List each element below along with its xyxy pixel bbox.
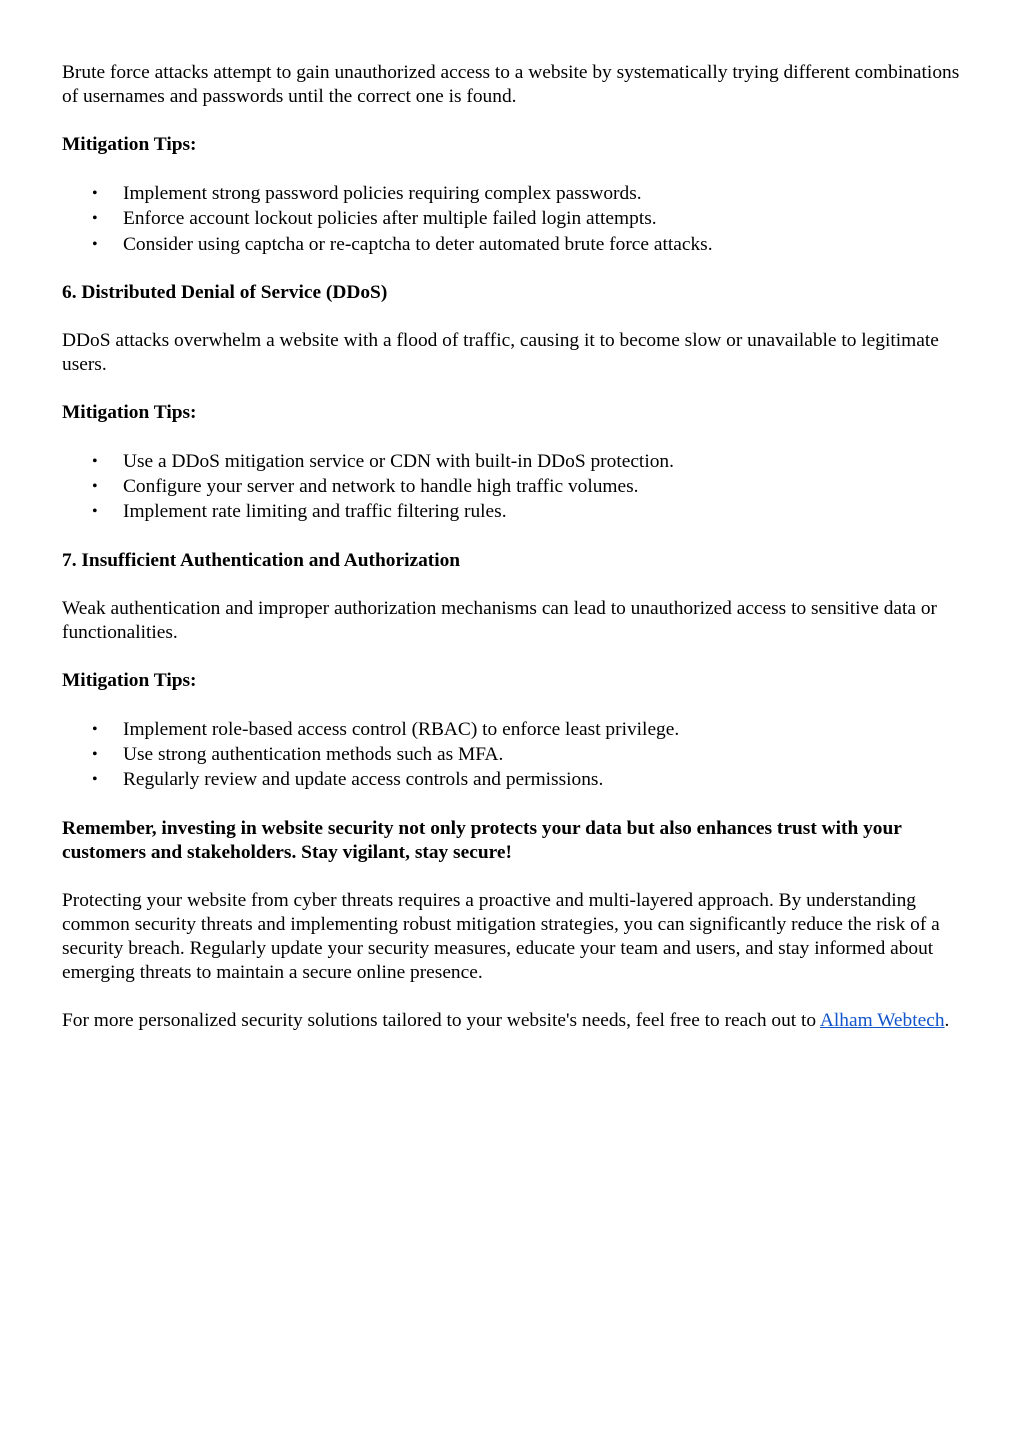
- document-page: [62, 61, 967, 1057]
- list-item-text: Regularly review and update access controls and permissions.: [123, 769, 604, 791]
- list-item-text: Consider using captcha or re-captcha to deter automated brute force attacks.: [123, 233, 713, 255]
- list-item-text: Implement role-based access control (RBAC) to enforce least privilege.: [123, 718, 680, 740]
- bullet-icon: •: [92, 503, 98, 521]
- brute-force-intro: Brute force attacks attempt to gain unauthorized access to a website by systematically trying different combinations of usernames and passwords until the correct one is found.: [62, 62, 960, 107]
- list-item-text: Implement rate limiting and traffic filtering rules.: [123, 501, 507, 523]
- auth-mitigation-heading: Mitigation Tips:: [62, 669, 197, 691]
- bullet-icon: •: [92, 452, 98, 470]
- ddos-mitigation-heading: Mitigation Tips:: [62, 401, 197, 423]
- ddos-tips-list: [62, 449, 967, 525]
- bullet-icon: •: [92, 771, 98, 789]
- bullet-icon: •: [92, 720, 98, 738]
- contact-paragraph: [62, 1009, 967, 1033]
- auth-heading: 7. Insufficient Authentication and Authorization: [62, 549, 461, 571]
- list-item: [62, 717, 967, 742]
- list-item: [62, 474, 967, 499]
- list-item: [62, 206, 967, 231]
- list-item-text: Enforce account lockout policies after multiple failed login attempts.: [123, 208, 657, 230]
- bullet-icon: •: [92, 210, 98, 228]
- list-item: [62, 499, 967, 524]
- summary-paragraph: Protecting your website from cyber threats requires a proactive and multi-layered approach. By understanding common security threats and implementing robust mitigation strategies, you can significantly reduce the risk of a security breach. Regularly update your security measures, educate your team and users, and stay informed about emerging threats to maintain a secure online presence.: [62, 889, 940, 983]
- list-item: [62, 742, 967, 767]
- bullet-icon: •: [92, 478, 98, 496]
- contact-end: .: [944, 1009, 950, 1031]
- list-item-text: Use a DDoS mitigation service or CDN with built-in DDoS protection.: [123, 450, 674, 472]
- auth-tips-list: [62, 717, 967, 793]
- brute-force-mitigation-heading: Mitigation Tips:: [62, 134, 197, 155]
- bullet-icon: •: [92, 185, 98, 202]
- bullet-icon: •: [92, 235, 98, 253]
- alham-webtech-link[interactable]: Alham Webtech: [819, 1009, 945, 1031]
- list-item: [62, 232, 967, 257]
- auth-intro: Weak authentication and improper authorization mechanisms can lead to unauthorized access to sensitive data or functionalities.: [62, 597, 938, 643]
- list-item-text: Configure your server and network to handle high traffic volumes.: [123, 476, 639, 498]
- list-item-text: Implement strong password policies requiring complex passwords.: [123, 183, 642, 204]
- ddos-heading: 6. Distributed Denial of Service (DDoS): [62, 281, 388, 303]
- list-item-text: Use strong authentication methods such as MFA.: [123, 744, 504, 766]
- brute-force-tips-list: [62, 181, 967, 257]
- list-item: [62, 181, 967, 206]
- list-item: [62, 767, 967, 792]
- bullet-icon: •: [92, 746, 98, 764]
- list-item: [62, 449, 967, 474]
- contact-text: For more personalized security solutions tailored to your website's needs, feel free to reach out to: [62, 1009, 820, 1031]
- remember-statement: Remember, investing in website security not only protects your data but also enhances trust with your customers and stakeholders. Stay vigilant, stay secure!: [62, 817, 902, 863]
- ddos-intro: DDoS attacks overwhelm a website with a flood of traffic, causing it to become slow or unavailable to legitimate users.: [62, 329, 939, 375]
